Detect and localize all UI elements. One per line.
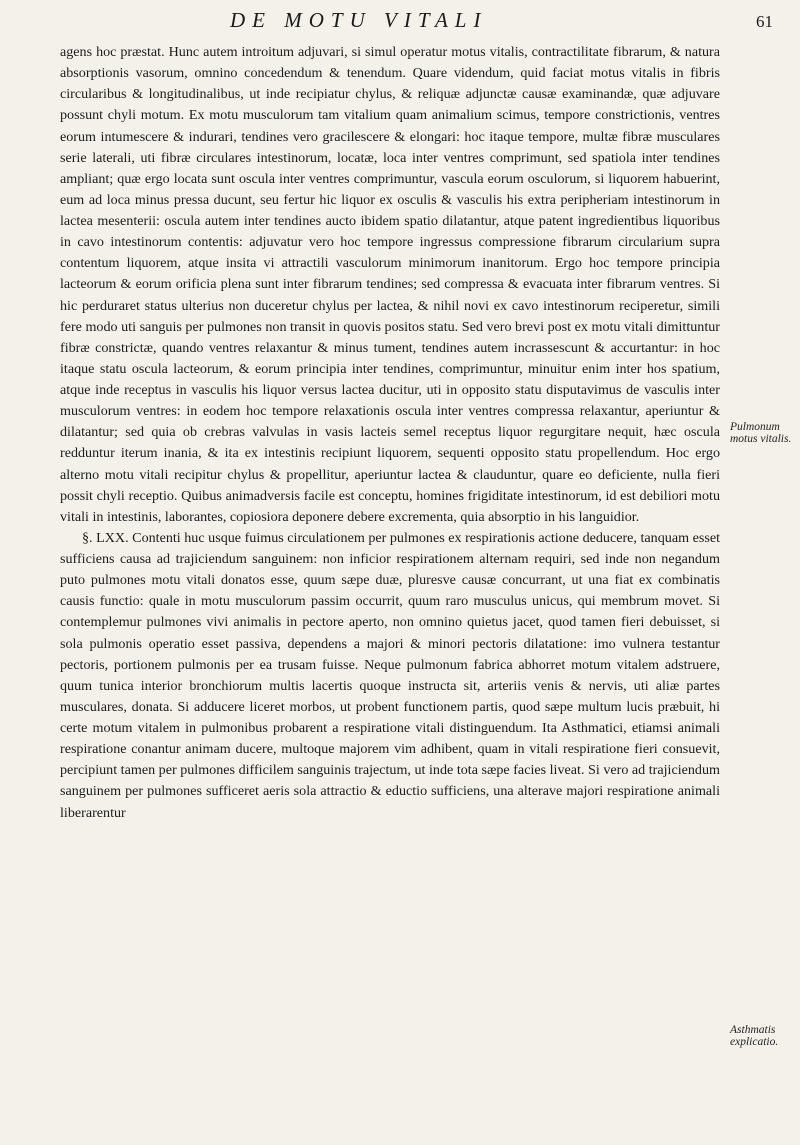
paragraph-1: agens hoc præstat. Hunc autem introitum adjuvari, si simul operatur motus vitalis, contractilitate fibrarum, & natura absorptionis vasorum, omnino concedendum & tenendum. Quare videndum, quid faciat motus vitalis in fibris circularibus & longitudinalibus, ut inde recipiatur chylus, & reliquæ adjunctæ causæ examinandæ, quæ adjuvare possunt chyli motum. Ex motu musculorum tam vitalium quam animalium scimus, tempore constrictionis, ventres eorum intumescere & indurari, tendines vero gracilescere & elongari: hoc itaque tempore, multæ fibræ musculares serie laterali, uti fibræ circulares intestinorum, locatæ, loca inter ventres comprimunt, sed spatiola inter tendines ampliant; quæ ergo locata sunt oscula inter ventres comprimuntur, vascula eorum osculorum, si liquorem habuerint, eum ad loca minus pressa ducunt, seu fertur hic liquor ex osculis & vasculis his extra peripheriam intestinorum in lactea mesenterii: oscula autem inter tendines aucto ibidem spatio dilatantur, atque patent ingredientibus liquoribus in cavo intestinorum contentis: adjuvatur vero hoc tempore ingressus compressione fibrarum circularium supra contentum liquorem, atque insita vi attractili vasculorum minimorum inanitorum. Ergo hoc tempore principia lacteorum & eorum orificia plena sunt inter fibrarum tendines; sed compressa & evacuata inter fibrarum ventres. Si hic perduraret status ulterius non duceretur chylus per lactea, & nihil novi ex cavo intestinorum reciperetur, simili fere modo uti sanguis per pulmones non transit in quovis positos statu. Sed vero brevi post ex motu vitali dimittuntur fibræ constrictæ, quando ventres relaxantur & minus tument, tendines autem incrassescunt & accurtantur: in hoc itaque statu oscula lacteorum, & eorum principia inter tendines, comprimuntur, minuitur enim inter hos spatium, atque inde receptus in vasculis his liquor versus lactea ducitur, uti in opposito statu disputavimus de vasculis inter musculorum ventres: in eodem hoc tempore relaxationis oscula inter ventres compressa relaxantur, aperiuntur & dilatantur; sed quia ob crebras valvulas in vasis lacteis semel receptus liquor regurgitare nequit, hæc oscula redduntur iterum inania, & ita ex intestinis recipiunt liquorem, sequenti opposito statu propellendum. Hoc ergo alterno motu vitali recipitur chylus & propellitur, aperiuntur lactea & clauduntur, quare eo deficiente, nulla fieri possit chyli receptio. Quibus animadversis facile est conceptu, homines frigiditate intestinorum, id est debiliori motu vitali in intestinis, laborantes, copiosiora deponere debere excrementa, quia absorptio in his languidior. (60, 44, 720, 525)
page-header (0, 4, 800, 38)
page-number: 61 (756, 12, 773, 31)
margin-note-asthmatis: Asthmatis explicatio. (730, 1024, 779, 1048)
paragraph-2: §. LXX. Contenti huc usque fuimus circulationem per pulmones ex respirationis actione deducere, tanquam esset sufficiens causa ad trajiciendum sanguinem: non inficior respirationem alternam requiri, sed inde non negandum puto pulmones motu vitali donatos esse, quum sæpe duæ, pluresve causæ concurrant, ut una fiat ex combinatis causis functio: quale in motu musculorum passim occurrit, quum raro musculus unicus, qui membrum movet. Si contemplemur pulmones vivi animalis in pectore aperto, non omnino quietus jacet, quod tamen fieri debuisset, si sola pulmonis operatio esset passiva, dependens a majori & minori pectoris dilatatione: imo vulnera testantur pectoris, portionem pulmonis per ea trusam fuisse. Neque pulmonum fabrica abhorret motum vitalem adstruere, quum tunica interior bronchiorum multis lacertis quoque instructa sit, arteriis venis & nervis, uti aliæ partes musculares, donata. Si adducere liceret morbos, ut probent functionem partis, quod sæpe multum lucis præbuit, hi certe motum vitalem in pulmonibus probarent a respiratione vitali distinguendum. Ita Asthmatici, etiamsi animali respiratione conantur animam ducere, multoque majorem vim adhibent, quam in vitali respiratione fieri consuevit, percipiunt tamen per pulmones difficilem sanguinis trajectum, ut inde tota sæpe facies liveat. Si vero ad trajiciendum sanguinem per pulmones sufficeret aeris sola attractio & eductio sufficiens, una alterave majori respiratione animali liberarentur (60, 529, 720, 821)
running-title: DE MOTU VITALI (230, 8, 488, 32)
margin-note-pulmonum: Pulmonum motus vitalis. (730, 421, 792, 445)
body-text (60, 42, 720, 824)
